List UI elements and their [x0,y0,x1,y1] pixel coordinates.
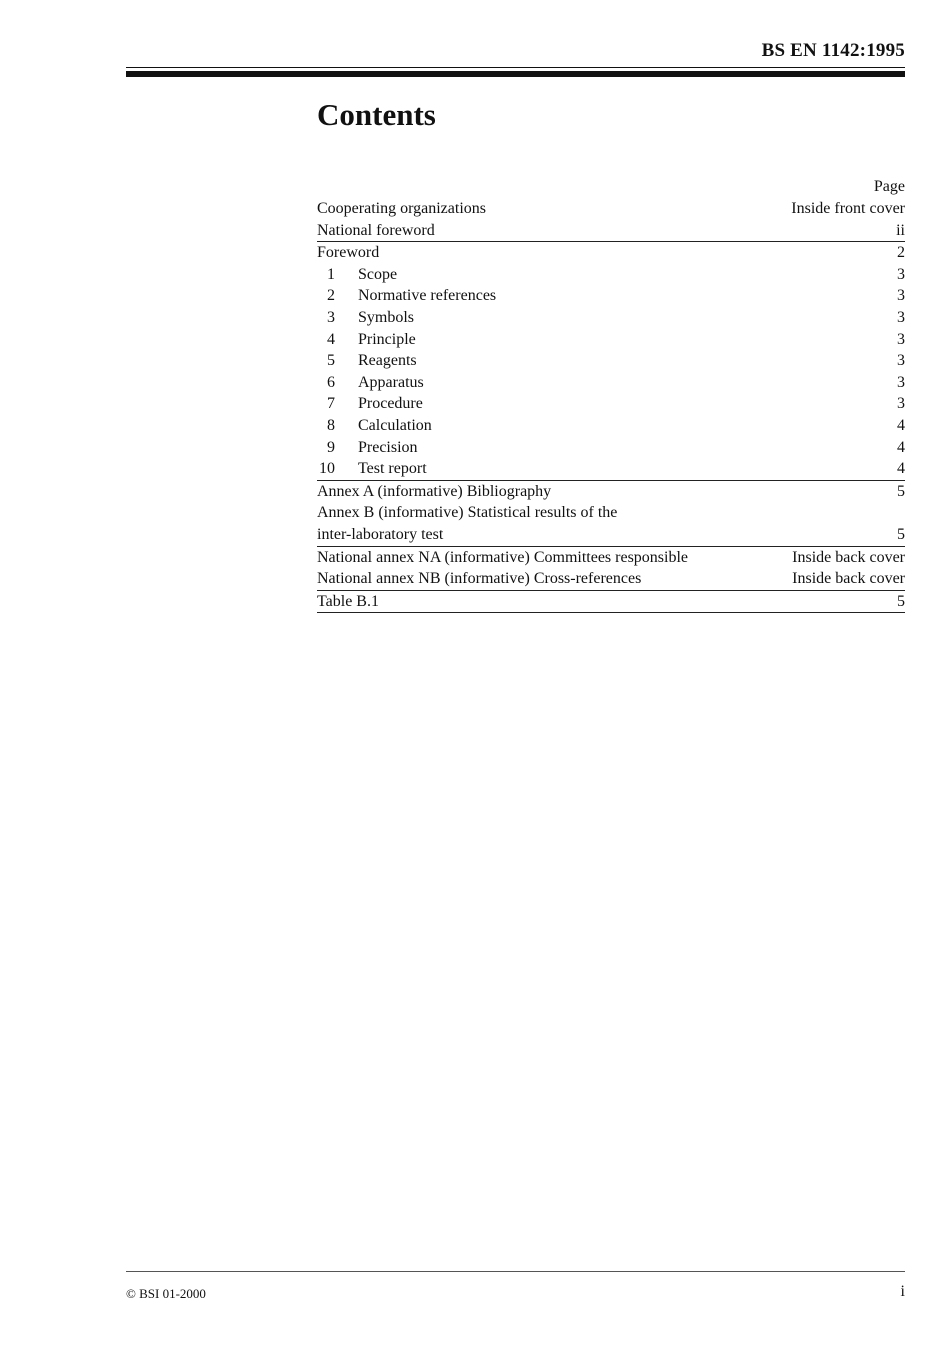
toc-entry-number: 10 [319,460,335,478]
page-column-heading: Page [873,178,905,195]
toc-entry-text [358,372,424,394]
copyright-notice: © BSI 01-2000 [126,1286,206,1301]
toc-entry-page: 3 [897,352,905,370]
toc-entry-text [358,307,414,329]
toc-entry-title [317,350,417,372]
toc-entry[interactable] [317,437,905,459]
toc-entry[interactable] [317,285,905,307]
toc-entry-title [317,591,379,613]
toc-entry-title [317,264,397,286]
toc-entry-number: 5 [327,352,335,370]
toc-entry-title [317,242,379,264]
toc-entry-page: 3 [897,265,905,283]
document-identifier: BS EN 1142:1995 [761,40,905,61]
header-rule-thick [126,71,905,77]
toc-entry-text [317,591,379,613]
toc-entry-number: 9 [327,438,335,456]
toc-entry-page: 4 [897,438,905,456]
toc-entry-text [358,350,417,372]
toc-entry[interactable] [317,502,905,545]
toc-entry-title [317,285,496,307]
page-title: Contents [317,97,436,132]
toc-entry[interactable] [317,329,905,351]
toc-entry-title [317,393,423,415]
toc-entry-title [317,481,551,503]
toc-entry-label: Annex B (informative) Statistical results of the [317,504,618,522]
toc-entry[interactable] [317,241,905,264]
toc-entry-text [317,198,486,220]
toc-entry-title [317,415,432,437]
toc-entry[interactable] [317,458,905,480]
toc-entry-label: Foreword [317,244,380,262]
toc-entry[interactable] [317,480,905,503]
toc-entry-label-continued: inter-laboratory test [317,525,444,543]
toc-entry-text [317,481,551,503]
toc-entry-page: 3 [897,308,905,326]
toc-entry-text [317,502,617,545]
toc-entry[interactable] [317,350,905,372]
toc-entry-label: Calculation [358,416,432,434]
toc-entry[interactable] [317,568,905,590]
toc-entry-title [317,307,414,329]
toc-entry-page: 3 [897,330,905,348]
toc-entry-text [317,242,379,264]
toc-entry-title [317,458,427,480]
toc-entry-text [358,415,432,437]
toc-entry-label: Table B.1 [317,592,379,610]
toc-entry-text [317,547,688,569]
toc-entry-page: Inside back cover [792,548,905,566]
footer-rule [126,1271,905,1272]
toc-entry-label: Symbols [358,308,415,326]
toc-entry-page: 5 [897,592,905,610]
toc-entry-number: 7 [327,395,335,413]
toc-entry-label: Annex A (informative) Bibliography [317,482,552,500]
toc-entry-page: 3 [897,373,905,391]
toc-entry[interactable] [317,220,905,242]
toc-entry-text [317,568,641,590]
toc-entry-title [317,198,486,220]
toc-entry[interactable] [317,372,905,394]
toc-entry-text [358,264,397,286]
toc-entry-page: ii [896,221,905,239]
toc-entry-label: Precision [358,438,418,456]
toc-entry-number: 6 [327,373,335,391]
toc-entry-label: National foreword [317,221,435,239]
toc-entries [317,198,905,613]
toc-entry[interactable] [317,393,905,415]
toc-entry-page: 3 [897,395,905,413]
page-number: i [900,1283,905,1300]
toc-entry-label: Normative references [358,287,497,305]
toc-entry-page: 3 [897,287,905,305]
toc-entry[interactable] [317,415,905,437]
toc-entry-text [358,437,418,459]
toc-entry-page: 5 [897,482,905,500]
toc-entry-label: National annex NB (informative) Cross-references [317,570,642,588]
toc-entry-label: Cooperating organizations [317,200,486,217]
toc-entry-text [317,220,435,242]
toc-entry-title [317,329,416,351]
toc-entry-page: 2 [897,244,905,262]
toc-entry-page: 4 [897,416,905,434]
header-rule-thin [126,67,905,68]
toc-entry-number: 8 [327,416,335,434]
toc-entry-text [358,458,427,480]
toc-entry-label: National annex NA (informative) Committees responsible [317,548,689,566]
toc-entry[interactable] [317,264,905,286]
toc-entry-number: 2 [327,287,335,305]
toc-entry-label: Apparatus [358,373,424,391]
toc-entry-page: Inside back cover [792,570,905,588]
toc-entry-number: 3 [327,308,335,326]
toc-entry-title [317,372,424,394]
toc-entry-number: 1 [327,265,335,283]
toc-entry-title [317,437,418,459]
toc-entry-label: Principle [358,330,416,348]
toc-entry[interactable] [317,590,905,614]
toc-entry-text [358,329,416,351]
toc-entry-title [317,547,688,569]
toc-entry-label: Reagents [358,352,417,370]
toc-entry-label: Test report [358,460,427,478]
toc-entry[interactable] [317,307,905,329]
toc-entry-label: Procedure [358,395,423,413]
toc-entry-number: 4 [327,330,335,348]
toc-entry[interactable] [317,546,905,569]
toc-entry-label: Scope [358,265,398,283]
toc-entry-title [317,568,641,590]
toc-entry-page: 4 [897,460,905,478]
toc-entry-page: Inside front cover [791,200,905,217]
toc-entry-page: 5 [897,525,905,543]
toc-entry-text [358,285,496,307]
toc-entry-title [317,502,617,545]
table-of-contents [317,176,905,613]
toc-entry[interactable] [317,198,905,220]
toc-entry-title [317,220,435,242]
toc-entry-text [358,393,423,415]
